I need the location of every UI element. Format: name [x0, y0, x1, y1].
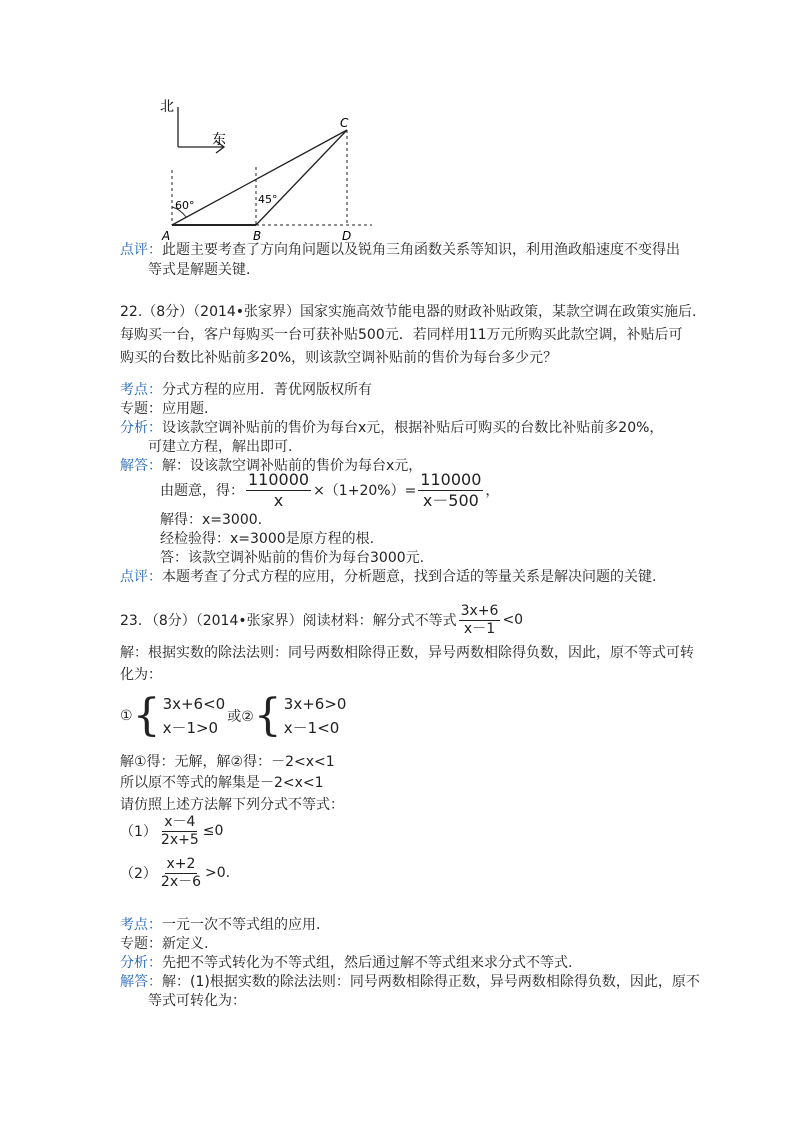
system-1: { 3x+6<0 x－1>0 [132, 690, 226, 741]
segment-bc [256, 130, 347, 225]
north-east-compass [160, 99, 226, 153]
direction-diagram [150, 95, 390, 245]
q22-kaodian: 考点：分式方程的应用．菁优网版权所有 [120, 382, 372, 398]
q23-jie1: 解：根据实数的除法法则：同号两数相除得正数，异号两数相除得负数，因此，原不等式可转 [120, 645, 694, 661]
q22-answer: 答：该款空调补贴前的售价为每台3000元. [160, 550, 425, 566]
problem1-fraction: $\frac{x-4}{2x+5}$ [160, 813, 199, 848]
q22-line1: 22.（8分）（2014•张家界）国家实施高效节能电器的财政补贴政策，某款空调在政策实施后. [120, 304, 697, 320]
q23-systems: ① { 3x+6<0 x－1>0 或② { 3x+6>0 x－1<0 [120, 690, 347, 741]
q23-sol1: 解①得：无解，解②得：－2<x<1 [120, 754, 335, 770]
point-a-label: A [162, 229, 171, 243]
q23-jie2: 化为： [120, 667, 162, 683]
q23-jieda2: 等式可转化为： [148, 993, 246, 1009]
q23-head-fraction: $\frac{3x+6}{x-1}$ [460, 602, 499, 637]
q22-jieda1: 解答：解：设该款空调补贴前的售价为每台x元， [120, 458, 423, 474]
q22-check: 经检验得：x=3000是原方程的根. [160, 531, 375, 547]
q22-equation: 由题意，得： $\frac{110000}{x}$ ×（1+20%）= $\frac{110000}{x-500}$ ， [160, 469, 500, 510]
q23-problem2: （2） $\frac{x+2}{2x-6}$ >0. [120, 855, 231, 890]
q22-line2: 每购买一台，客户每购买一台可获补贴500元．若同样用11万元所购买此款空调，补贴后可 [120, 327, 683, 343]
q23-zhuanti: 专题：新定义. [120, 936, 209, 952]
fraction-1: $\frac{110000}{x}$ [248, 469, 310, 510]
angle-b-label: 45° [258, 193, 278, 206]
q23-sol2: 所以原不等式的解集是－2<x<1 [120, 775, 324, 791]
review21-line1: 点评：此题主要考查了方向角问题以及锐角三角函数关系等知识，利用渔政船速度不变得出 [120, 242, 680, 258]
system-2: { 3x+6>0 x－1<0 [253, 690, 347, 741]
q22-fenxi2: 可建立方程，解出即可. [148, 439, 293, 455]
east-label: 东 [212, 132, 226, 148]
point-d-label: D [342, 229, 352, 243]
q22-fenxi1: 分析：设该款空调补贴前的售价为每台x元，根据补贴后可购买的台数比补贴前多20%， [120, 420, 664, 436]
q23-kaodian: 考点：一元一次不等式组的应用. [120, 917, 321, 933]
q23-head: 23．（8分）（2014•张家界）阅读材料：解分式不等式 $\frac{3x+6}{x-1}$ <0 [120, 602, 524, 637]
q22-line3: 购买的台数比补贴前多20%，则该款空调补贴前的售价为每台多少元？ [120, 350, 558, 366]
problem2-fraction: $\frac{x+2}{2x-6}$ [160, 855, 202, 890]
q23-ask: 请仿照上述方法解下列分式不等式： [120, 797, 344, 813]
segment-ac [172, 130, 347, 225]
angle-a-label: 60° [175, 199, 195, 212]
point-c-label: C [340, 116, 349, 130]
q22-dianping: 点评：本题考查了分式方程的应用，分析题意，找到合适的等量关系是解决问题的关键. [120, 569, 657, 585]
q23-jieda1: 解答：解：(1)根据实数的除法法则：同号两数相除得正数，异号两数相除得负数，因此，原不 [120, 974, 700, 990]
q22-solve: 解得：x=3000. [160, 512, 263, 528]
fraction-2: $\frac{110000}{x-500}$ [420, 469, 482, 510]
review21-line2: 等式是解题关键. [148, 262, 251, 278]
north-label: 北 [160, 99, 174, 115]
q23-fenxi: 分析：先把不等式转化为不等式组，然后通过解不等式组来求分式不等式. [120, 955, 573, 971]
q22-zhuanti: 专题：应用题. [120, 401, 209, 417]
q23-problem1: （1） $\frac{x-4}{2x+5}$ ≤0 [120, 813, 224, 848]
point-b-label: B [253, 229, 262, 243]
review21-label: 点评： [120, 242, 162, 258]
